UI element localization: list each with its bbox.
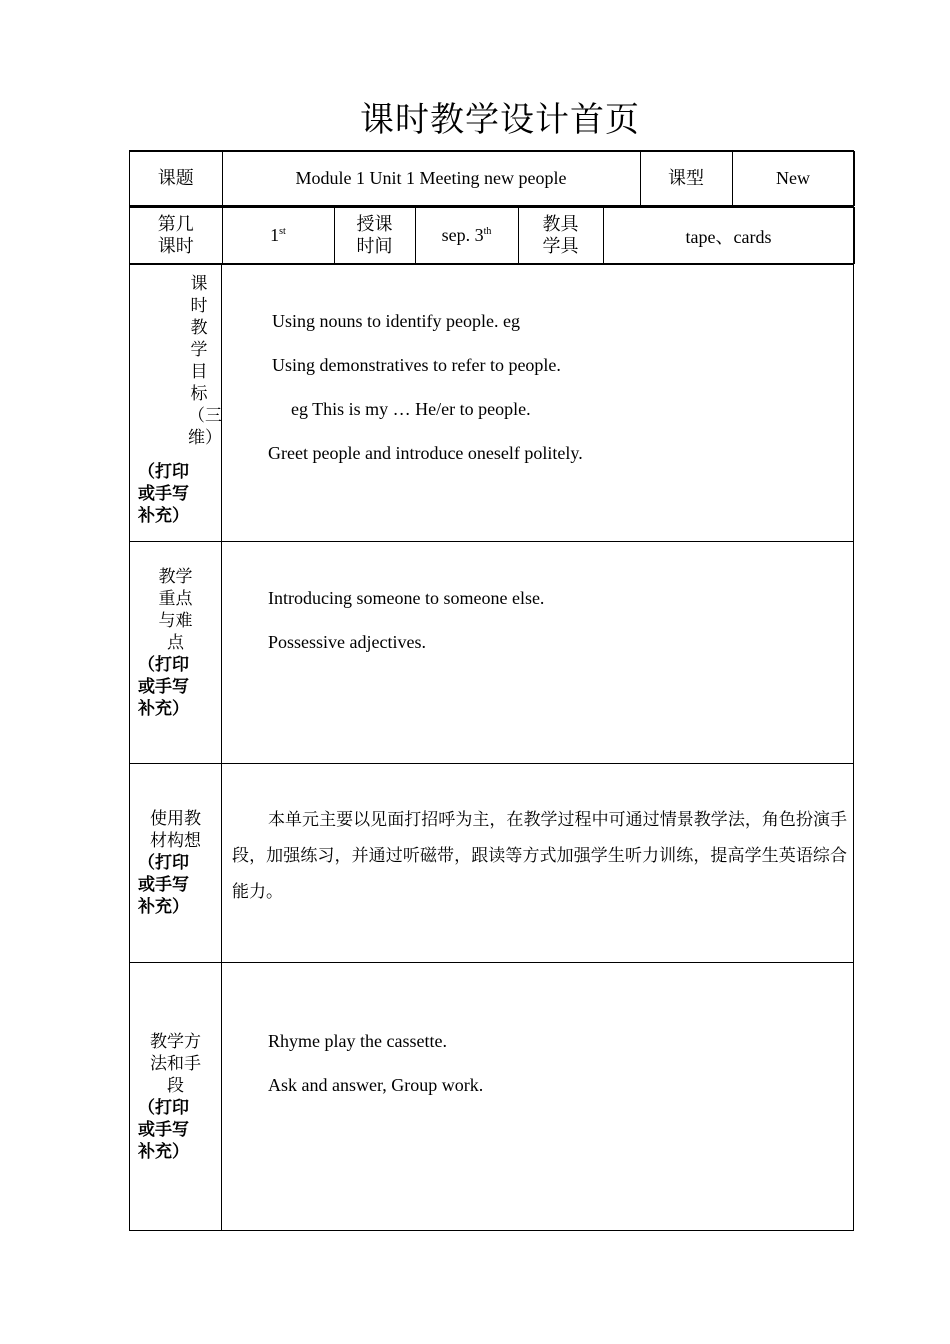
topic-value: Module 1 Unit 1 Meeting new people [222, 152, 640, 206]
material-label: 使用教材构想 [150, 809, 201, 851]
objective-line: Using demonstratives to refer to people. [272, 355, 561, 375]
method-line: Ask and answer, Group work. [268, 1075, 484, 1095]
page-title: 课时教学设计首页 [360, 100, 640, 140]
material-note: （打印或手写补充） [138, 853, 189, 917]
row-lesson-info [130, 207, 854, 265]
keypoints-note: （打印或手写补充） [138, 655, 189, 719]
objectives-label: 课时教学目标（三维） [188, 274, 222, 448]
methods-content [222, 963, 854, 1231]
keypoint-line: Possessive adjectives. [268, 632, 426, 652]
lesson-number-label: 第几课时 [130, 208, 222, 264]
type-value: New [732, 152, 854, 206]
type-label: 课型 [640, 152, 732, 206]
keypoint-line: Introducing someone to someone else. [268, 588, 545, 608]
row-methods [130, 963, 854, 1231]
teaching-time-label: 授课时间 [334, 208, 415, 264]
keypoints-label: 教学重点与难点 [158, 567, 193, 653]
lesson-design-table [129, 150, 854, 1231]
methods-note: （打印或手写补充） [138, 1098, 189, 1162]
row-material [130, 764, 854, 963]
objective-line: Using nouns to identify people. eg [272, 311, 520, 331]
teaching-aids-label: 教具学具 [518, 208, 603, 264]
teaching-time-value: sep. 3th [415, 208, 518, 264]
objective-line: eg This is my … He/er to people. [291, 399, 531, 419]
row-objectives [130, 265, 854, 542]
row-topic [130, 151, 854, 207]
row-keypoints [130, 542, 854, 764]
method-line: Rhyme play the cassette. [268, 1031, 447, 1051]
teaching-aids-value: tape、cards [603, 208, 854, 264]
lesson-number-value: 1st [222, 208, 334, 264]
material-content [222, 764, 854, 963]
material-paragraph: 本单元主要以见面打招呼为主，在教学过程中可通过情景教学法，角色扮演手段，加强练习，并通过听磁带，跟读等方式加强学生听力训练，提高学生英语综合能力。 [232, 810, 847, 902]
methods-label: 教学方法和手段 [150, 1032, 201, 1096]
objectives-note: （打印或手写补充） [138, 462, 189, 526]
objectives-content [222, 265, 854, 542]
topic-label: 课题 [130, 152, 222, 206]
objective-line: Greet people and introduce oneself politely. [268, 443, 583, 463]
keypoints-content [222, 542, 854, 764]
